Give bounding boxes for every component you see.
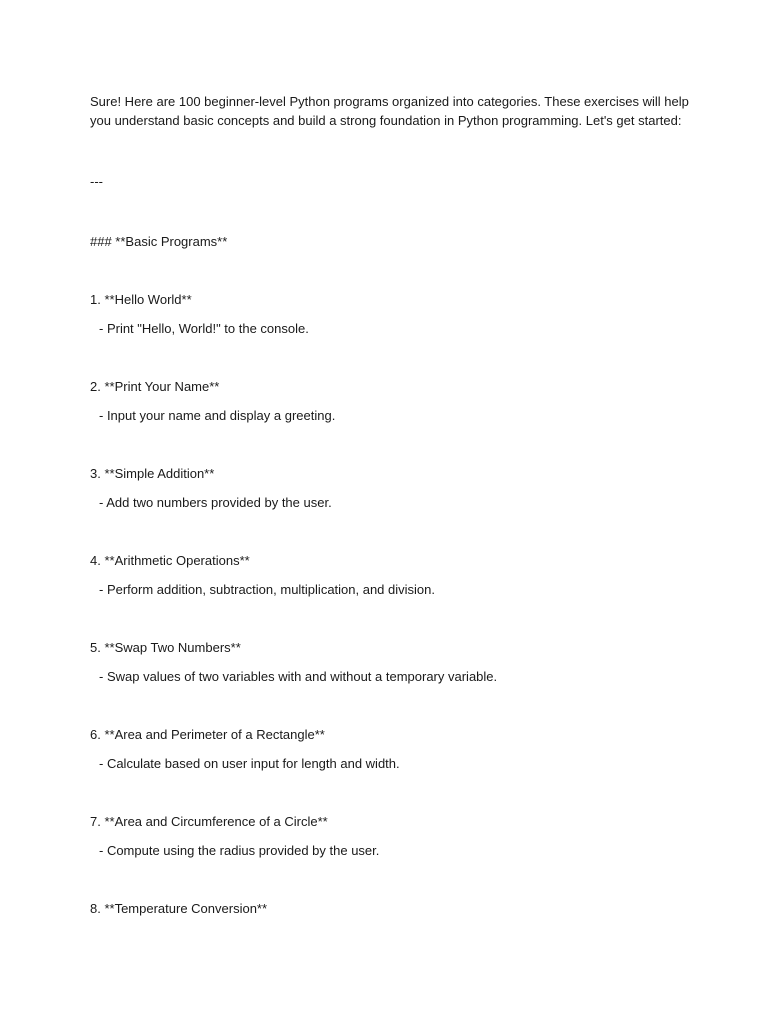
- list-item-description: - Calculate based on user input for length and width.: [99, 756, 400, 771]
- list-item-title: 2. **Print Your Name**: [90, 379, 220, 394]
- list-item-title: 4. **Arithmetic Operations**: [90, 553, 250, 568]
- list-item: [90, 464, 690, 512]
- intro-line-1: Sure! Here are 100 beginner-level Python programs organized into categories. These exercises will help: [90, 94, 689, 109]
- list-item-description: - Swap values of two variables with and without a temporary variable.: [99, 669, 498, 684]
- list-item: [90, 812, 690, 860]
- intro-paragraph: [90, 92, 690, 130]
- intro-line-2: you understand basic concepts and build a strong foundation in Python programming. Let's get started:: [90, 113, 682, 128]
- list-item-description: - Add two numbers provided by the user.: [99, 495, 332, 510]
- list-item-title: 7. **Area and Circumference of a Circle**: [90, 814, 328, 829]
- list-item: [90, 725, 690, 773]
- list-item-description: - Compute using the radius provided by the user.: [99, 843, 380, 858]
- list-item-description: - Perform addition, subtraction, multiplication, and division.: [99, 582, 435, 597]
- list-item-description: - Print "Hello, World!" to the console.: [99, 321, 309, 336]
- list-item-title: 8. **Temperature Conversion**: [90, 901, 268, 916]
- list-item: [90, 551, 690, 599]
- horizontal-rule-text: ---: [90, 174, 103, 189]
- list-item-title: 6. **Area and Perimeter of a Rectangle**: [90, 727, 325, 742]
- list-item-title: 5. **Swap Two Numbers**: [90, 640, 241, 655]
- document-page: [90, 92, 690, 918]
- list-item-title: 3. **Simple Addition**: [90, 466, 215, 481]
- list-item-title: 1. **Hello World**: [90, 292, 192, 307]
- list-item: [90, 377, 690, 425]
- list-item: [90, 899, 690, 918]
- list-item-description: - Input your name and display a greeting.: [99, 408, 336, 423]
- list-item: [90, 290, 690, 338]
- section-heading: ### **Basic Programs**: [90, 234, 228, 249]
- list-item: [90, 638, 690, 686]
